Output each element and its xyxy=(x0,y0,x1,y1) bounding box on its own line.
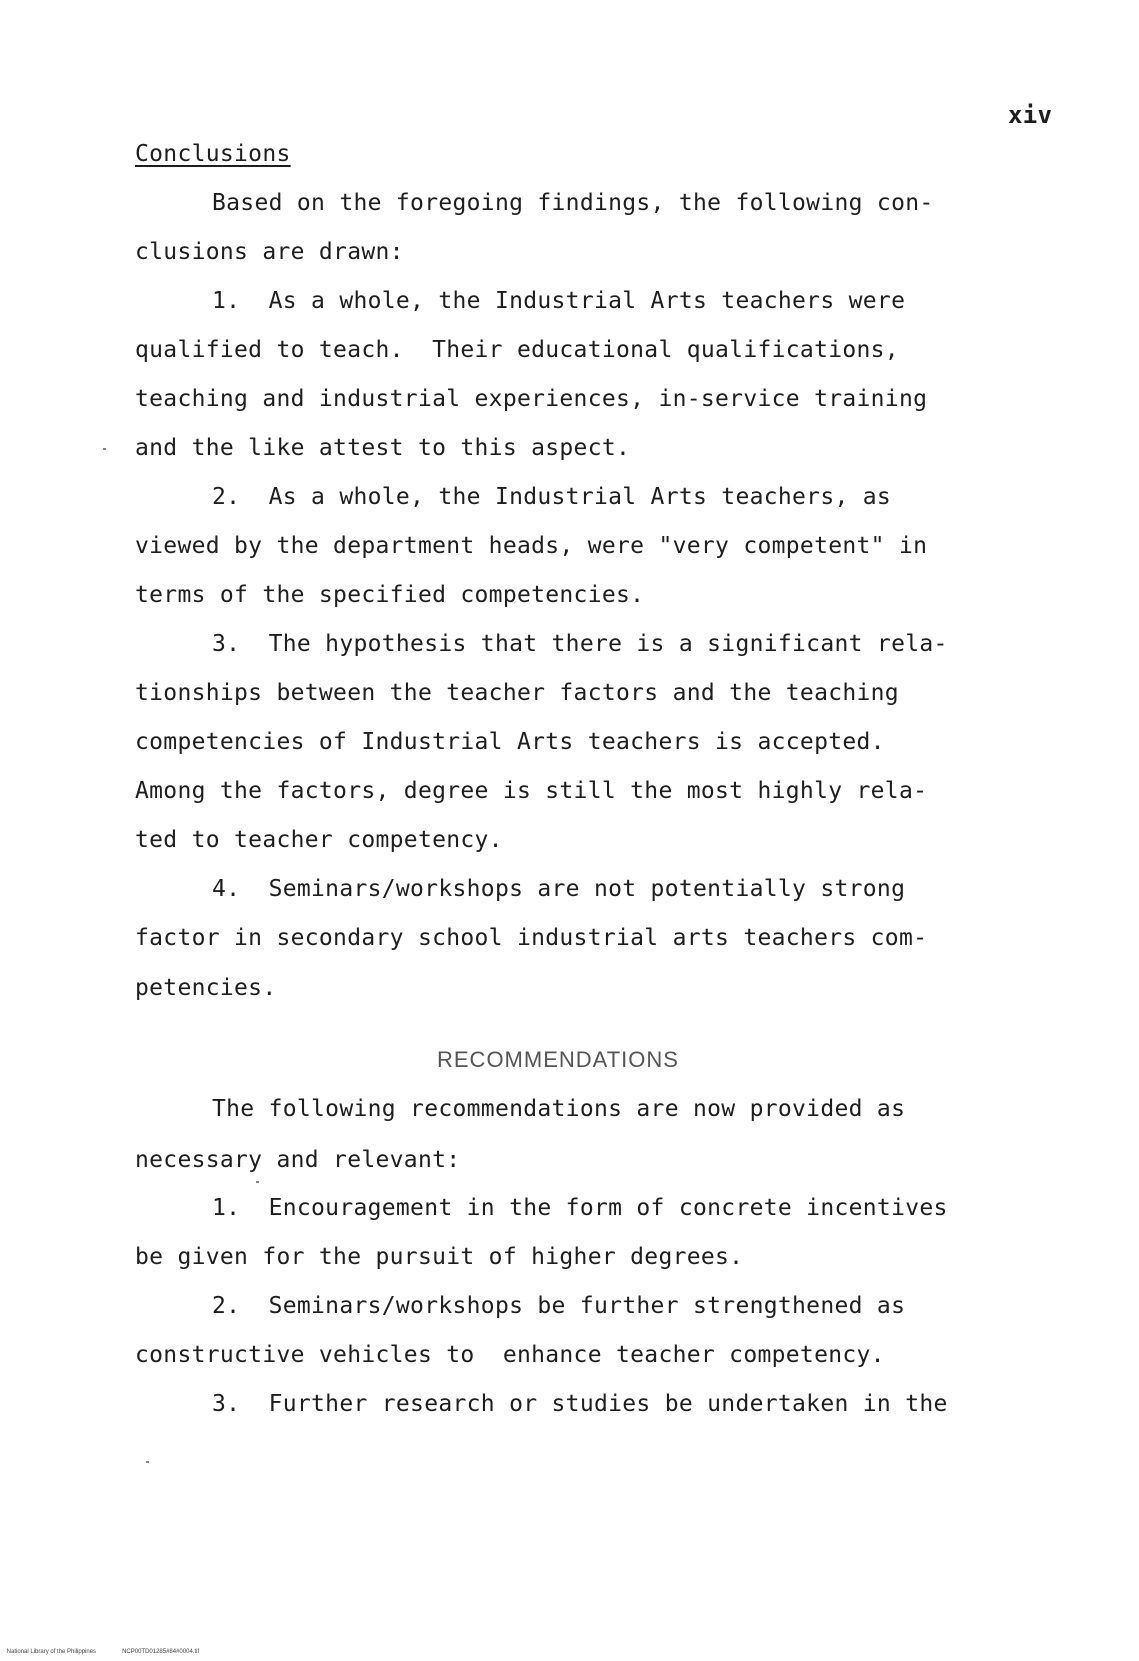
recommendations-line: constructive vehicles to enhance teacher competency. xyxy=(135,1342,885,1368)
conclusions-line: viewed by the department heads, were "very competent" in xyxy=(135,533,928,559)
footer-library: National Library of the Philippines xyxy=(6,1649,97,1655)
recommendations-line: 3. Further research or studies be undertaken in the xyxy=(212,1391,948,1417)
conclusions-line: and the like attest to this aspect. xyxy=(135,435,631,461)
conclusions-line: teaching and industrial experiences, in-service training xyxy=(135,386,928,412)
conclusions-line: tionships between the teacher factors and the teaching xyxy=(135,680,899,706)
conclusions-line: 4. Seminars/workshops are not potentially strong xyxy=(212,876,906,902)
conclusions-line: qualified to teach. Their educational qualifications, xyxy=(135,337,899,363)
conclusions-line: ted to teacher competency. xyxy=(135,827,503,853)
recommendations-line: The following recommendations are now provided as xyxy=(212,1096,906,1122)
conclusions-line: Based on the foregoing findings, the following con- xyxy=(212,190,934,216)
conclusions-line: Among the factors, degree is still the most highly rela- xyxy=(135,778,928,804)
page-number: xiv xyxy=(1008,101,1053,129)
scan-speck xyxy=(256,1181,259,1183)
conclusions-line: petencies. xyxy=(135,975,277,1001)
conclusions-line: clusions are drawn: xyxy=(135,239,404,265)
conclusions-line: terms of the specified competencies. xyxy=(135,582,645,608)
conclusions-line: 3. The hypothesis that there is a significant rela- xyxy=(212,631,948,657)
scan-speck xyxy=(146,1461,149,1463)
recommendations-line: 1. Encouragement in the form of concrete incentives xyxy=(212,1195,948,1221)
recommendations-heading: RECOMMENDATIONS xyxy=(437,1047,679,1072)
conclusions-line: competencies of Industrial Arts teachers is accepted. xyxy=(135,729,885,755)
conclusions-line: 1. As a whole, the Industrial Arts teachers were xyxy=(212,288,906,314)
scan-speck xyxy=(103,448,106,450)
conclusions-line: 2. As a whole, the Industrial Arts teachers, as xyxy=(212,484,892,510)
footer-file-id: NCP00TD01285#84#0004.tif xyxy=(122,1649,200,1655)
recommendations-line: be given for the pursuit of higher degrees. xyxy=(135,1244,744,1270)
recommendations-line: necessary and relevant: xyxy=(135,1147,461,1173)
scan-footer xyxy=(0,1643,225,1661)
recommendations-line: 2. Seminars/workshops be further strengthened as xyxy=(212,1293,906,1319)
conclusions-line: factor in secondary school industrial arts teachers com- xyxy=(135,925,928,951)
conclusions-heading: Conclusions xyxy=(135,141,291,167)
